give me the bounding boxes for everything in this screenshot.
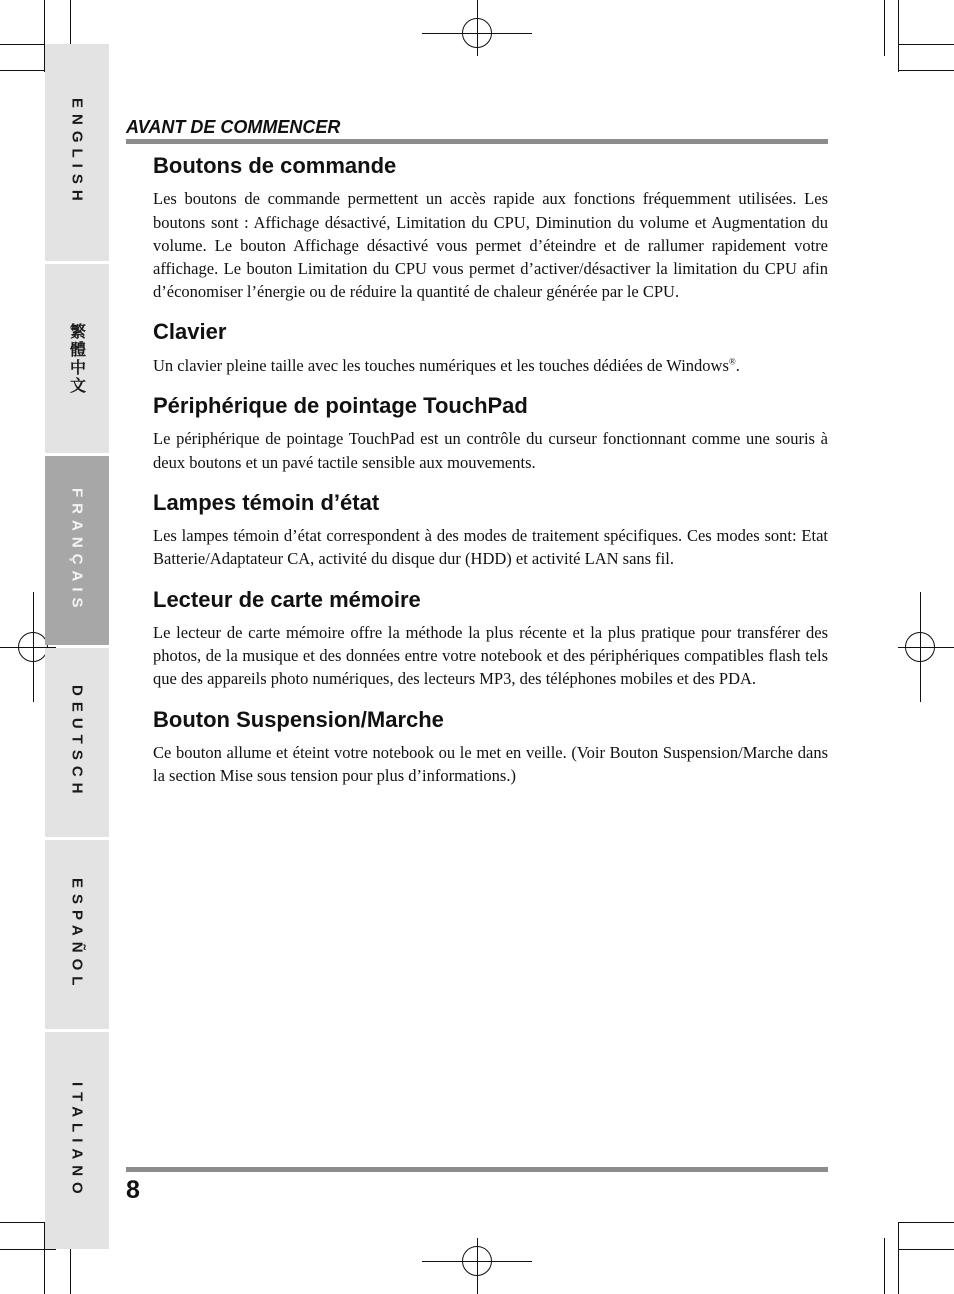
tab-label: DEUTSCH <box>68 685 86 800</box>
section-title: Bouton Suspension/Marche <box>153 706 444 732</box>
page-number: 8 <box>126 1176 140 1204</box>
section-body: Les lampes témoin d’état correspondent à des modes de traitement spécifiques. Ces modes sont: Etat Batterie/Adaptateur CA, activité du disque dur (HDD) et activité LAN sans fil. <box>153 526 828 569</box>
section-title: Lampes témoin d’état <box>153 489 380 515</box>
tab-deutsch[interactable] <box>45 648 109 837</box>
tab-label: ESPAÑOL <box>68 877 86 992</box>
language-tabs <box>45 44 109 1249</box>
section-title: Périphérique de pointage TouchPad <box>153 393 528 418</box>
section-title: Clavier <box>153 319 227 345</box>
section-command-buttons <box>153 153 828 303</box>
body-end: . <box>735 355 740 375</box>
tab-label: ITALIANO <box>68 1081 86 1200</box>
page-content <box>153 153 828 803</box>
tab-label: FRANÇAIS <box>68 487 86 614</box>
body-text: Un clavier pleine taille avec les touches numériques et les touches dédiées de Windows <box>153 355 729 375</box>
footer-rule <box>126 1167 828 1172</box>
tab-english[interactable] <box>45 44 109 261</box>
header-rule <box>126 139 828 144</box>
section-status-lights <box>153 490 828 571</box>
tab-francais[interactable] <box>45 456 109 645</box>
section-body: Les boutons de commande permettent un accès rapide aux fonctions fréquemment utilisées. Les boutons sont : Affichage désactivé, Limitation du CPU, Diminution du volume et Augmentation du volume. Le bouton Affichage désactivé vous permet d’éteindre et de rallumer rapidement votre affichage. Le bouton Limitation du CPU vous permet d’activer/désactiver la limitation du CPU afin d’économiser l’énergie ou de réduire la quantité de chaleur générée par le CPU. <box>153 189 828 302</box>
tab-italiano[interactable] <box>45 1032 109 1249</box>
section-body <box>153 354 828 377</box>
tab-traditional-chinese[interactable] <box>45 264 109 453</box>
tab-espanol[interactable] <box>45 840 109 1029</box>
section-touchpad <box>153 393 828 474</box>
tab-label: 繁體中文 <box>67 322 87 395</box>
section-power-button <box>153 707 828 788</box>
chapter-header: AVANT DE COMMENCER <box>126 117 341 137</box>
section-body: Ce bouton allume et éteint votre notebook ou le met en veille. (Voir Bouton Suspension/Marche dans la section Mise sous tension pour plus d’informations.) <box>153 742 828 786</box>
section-card-reader <box>153 587 828 691</box>
section-title: Lecteur de carte mémoire <box>153 586 421 612</box>
tab-label: ENGLISH <box>68 98 86 207</box>
section-title: Boutons de commande <box>153 153 397 178</box>
section-body: Le lecteur de carte mémoire offre la méthode la plus récente et la plus pratique pour transférer des photos, de la musique et des données entre votre notebook et des périphériques compatibles flash tels que des appareils photo numériques, des lecteurs MP3, des téléphones mobiles et des PDA. <box>153 622 828 689</box>
section-keyboard <box>153 319 828 377</box>
registered-mark: ® <box>728 356 736 367</box>
section-body: Le périphérique de pointage TouchPad est un contrôle du curseur fonctionnant comme une souris à deux boutons et un pavé tactile sensible aux mouvements. <box>153 429 828 472</box>
